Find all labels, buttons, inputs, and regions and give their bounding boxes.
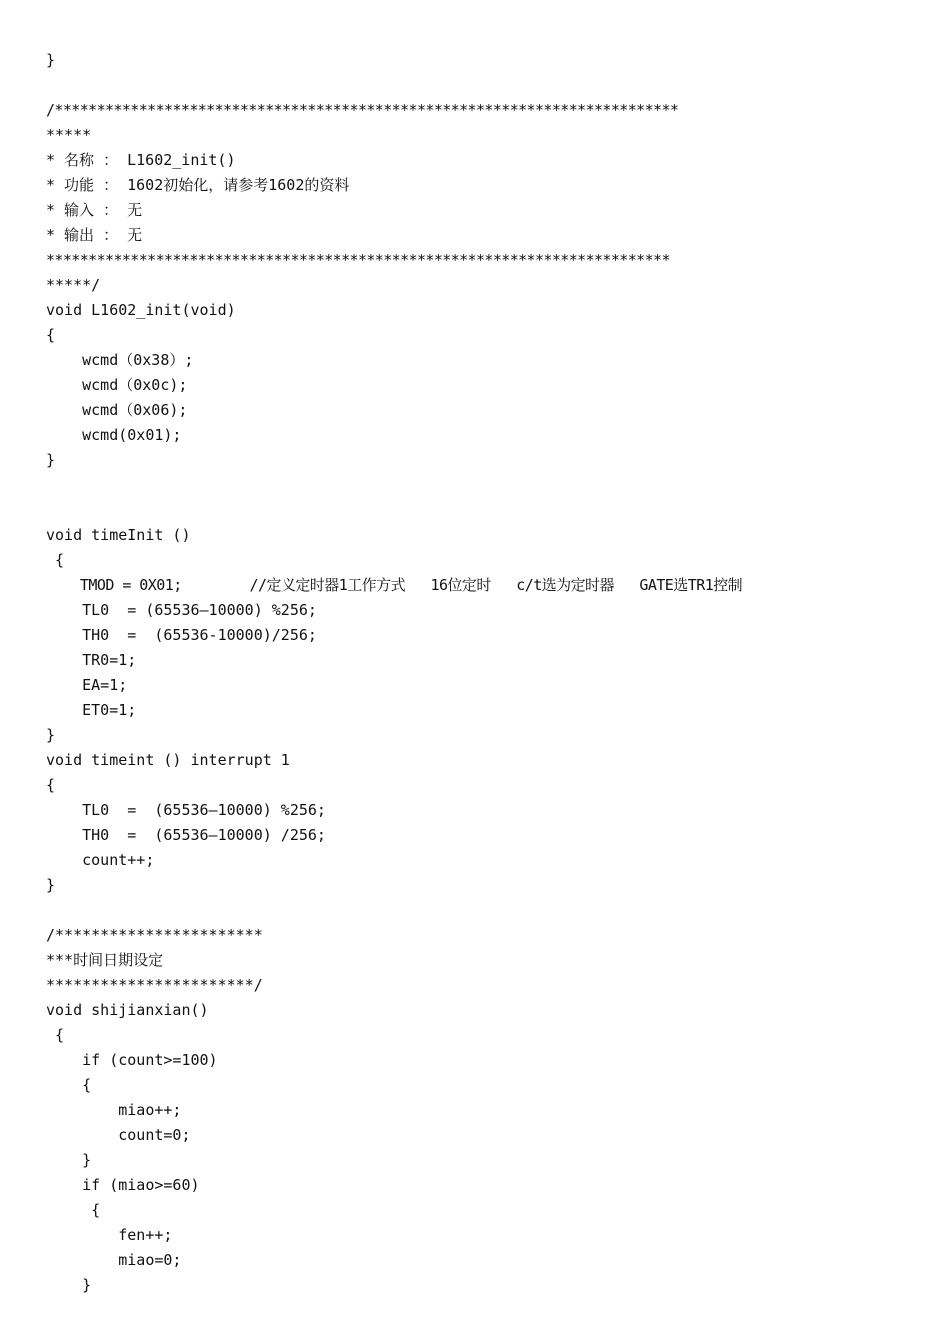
- code-line: fen++;: [46, 1226, 173, 1244]
- code-line: }: [46, 876, 56, 894]
- comment-banner-line: /***********************: [46, 926, 263, 944]
- code-line: miao=0;: [46, 1251, 182, 1269]
- comment-banner-line: /**************************************************************************: [46, 101, 679, 119]
- code-line-tmod: TMOD = 0X01; //定义定时器1工作方式 16位定时 c/t选为定时器 GATE选TR1控制: [46, 576, 743, 594]
- code-line: {: [46, 551, 65, 569]
- code-line: wcmd（0x0c);: [46, 376, 188, 394]
- code-line: count=0;: [46, 1126, 191, 1144]
- code-line: wcmd（0x06);: [46, 401, 188, 419]
- code-line: miao++;: [46, 1101, 182, 1119]
- code-line: TL0 = (65536—10000) %256;: [46, 601, 317, 619]
- code-line: void timeint () interrupt 1: [46, 751, 290, 769]
- code-line: void timeInit (): [46, 526, 191, 544]
- code-line: if (count>=100): [46, 1051, 218, 1069]
- code-line: wcmd（0x38）;: [46, 351, 194, 369]
- code-line: {: [46, 1076, 92, 1094]
- code-line: count++;: [46, 851, 155, 869]
- comment-banner-line: **************************************************************************: [46, 251, 670, 269]
- code-line: EA=1;: [46, 676, 128, 694]
- code-line: ET0=1;: [46, 701, 137, 719]
- code-line: void shijianxian(): [46, 1001, 209, 1019]
- code-line: }: [46, 1151, 92, 1169]
- code-line: }: [46, 451, 56, 469]
- code-line: }: [46, 1276, 92, 1294]
- code-line: {: [46, 1026, 65, 1044]
- comment-input-line: * 输入 ： 无: [46, 201, 143, 219]
- code-line: TR0=1;: [46, 651, 137, 669]
- comment-title-line: ***时间日期设定: [46, 951, 164, 969]
- code-line: }: [46, 726, 56, 744]
- comment-banner-line: ***********************/: [46, 976, 263, 994]
- comment-banner-line: *****: [46, 126, 92, 144]
- comment-output-line: * 输出 ： 无: [46, 226, 143, 244]
- comment-banner-line: *****/: [46, 276, 101, 294]
- code-line: {: [46, 326, 56, 344]
- code-line: TL0 = (65536—10000) %256;: [46, 801, 326, 819]
- code-line: {: [46, 776, 56, 794]
- comment-function-line: * 功能 ： 1602初始化，请参考1602的资料: [46, 176, 350, 194]
- comment-name-line: * 名称 ： L1602_init(): [46, 151, 236, 169]
- code-line: wcmd(0x01);: [46, 426, 182, 444]
- code-line: TH0 = (65536—10000) /256;: [46, 826, 326, 844]
- code-line: }: [46, 51, 56, 69]
- code-line: {: [46, 1201, 101, 1219]
- code-line: if (miao>=60): [46, 1176, 200, 1194]
- code-line: TH0 = (65536-10000)/256;: [46, 626, 317, 644]
- code-line: void L1602_init(void): [46, 301, 236, 319]
